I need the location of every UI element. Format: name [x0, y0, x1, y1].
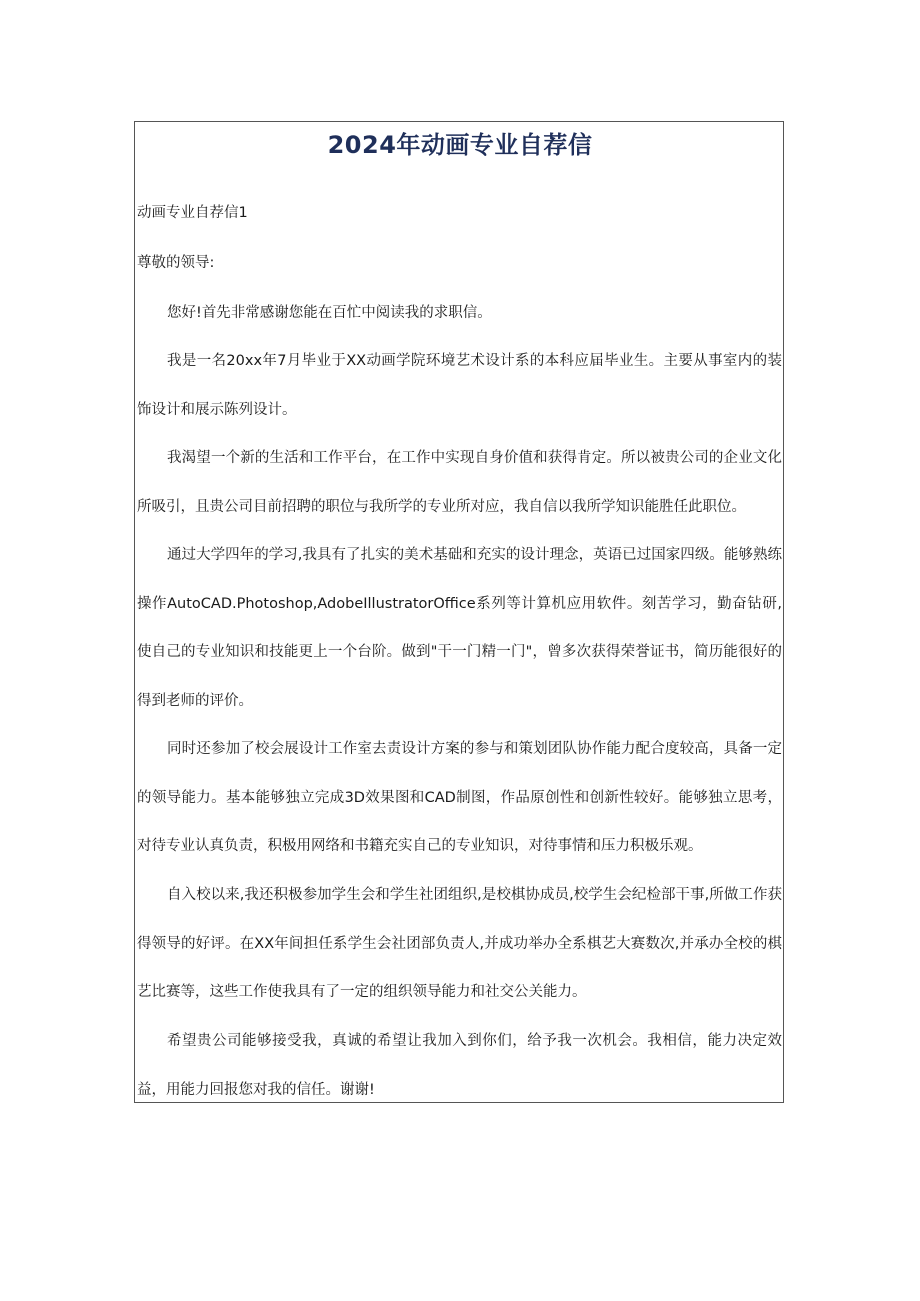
paragraph-activities: 自入校以来,我还积极参加学生会和学生社团组织,是校棋协成员,校学生会纪检部干事,所做工作获得领导的好评。在XX年间担任系学生会社团部负责人,并成功举办全系棋艺大赛数次,并承办全校的棋艺比赛等，这些工作使我具有了一定的组织领导能力和社交公关能力。 [137, 887, 782, 1000]
paragraph-closing: 希望贵公司能够接受我，真诚的希望让我加入到你们，给予我一次机会。我相信，能力决定效益，用能力回报您对我的信任。谢谢! [137, 1033, 782, 1098]
paragraph-greeting: 您好!首先非常感谢您能在百忙中阅读我的求职信。 [167, 305, 492, 321]
document-subtitle: 动画专业自荐信1 [137, 205, 248, 221]
paragraph-background: 我是一名20xx年7月毕业于XX动画学院环境艺术设计系的本科应届毕业生。主要从事室内的装饰设计和展示陈列设计。 [137, 353, 782, 418]
paragraph-motivation: 我渴望一个新的生活和工作平台，在工作中实现自身价值和获得肯定。所以被贵公司的企业文化所吸引，且贵公司目前招聘的职位与我所学的专业所对应，我自信以我所学知识能胜任此职位。 [137, 450, 782, 515]
paragraph-skills: 通过大学四年的学习,我具有了扎实的美术基础和充实的设计理念，英语已过国家四级。能够熟练操作AutoCAD.Photoshop,AdobeIllustratorOffice系列等计算机应用软件。刻苦学习，勤奋钻研,使自己的专业知识和技能更上一个台阶。做到"干一门精一门"，曾多次获得荣誉证书，简历能很好的得到老师的评价。 [137, 547, 782, 709]
paragraph-experience: 同时还参加了校会展设计工作室去责设计方案的参与和策划团队协作能力配合度较高，具备一定的领导能力。基本能够独立完成3D效果图和CAD制图，作品原创性和创新性较好。能够独立思考，对待专业认真负责，积极用网络和书籍充实自己的专业知识，对待事情和压力积极乐观。 [137, 741, 782, 854]
salutation: 尊敬的领导: [137, 255, 215, 271]
document-title: 2024年动画专业自荐信 [327, 131, 593, 159]
